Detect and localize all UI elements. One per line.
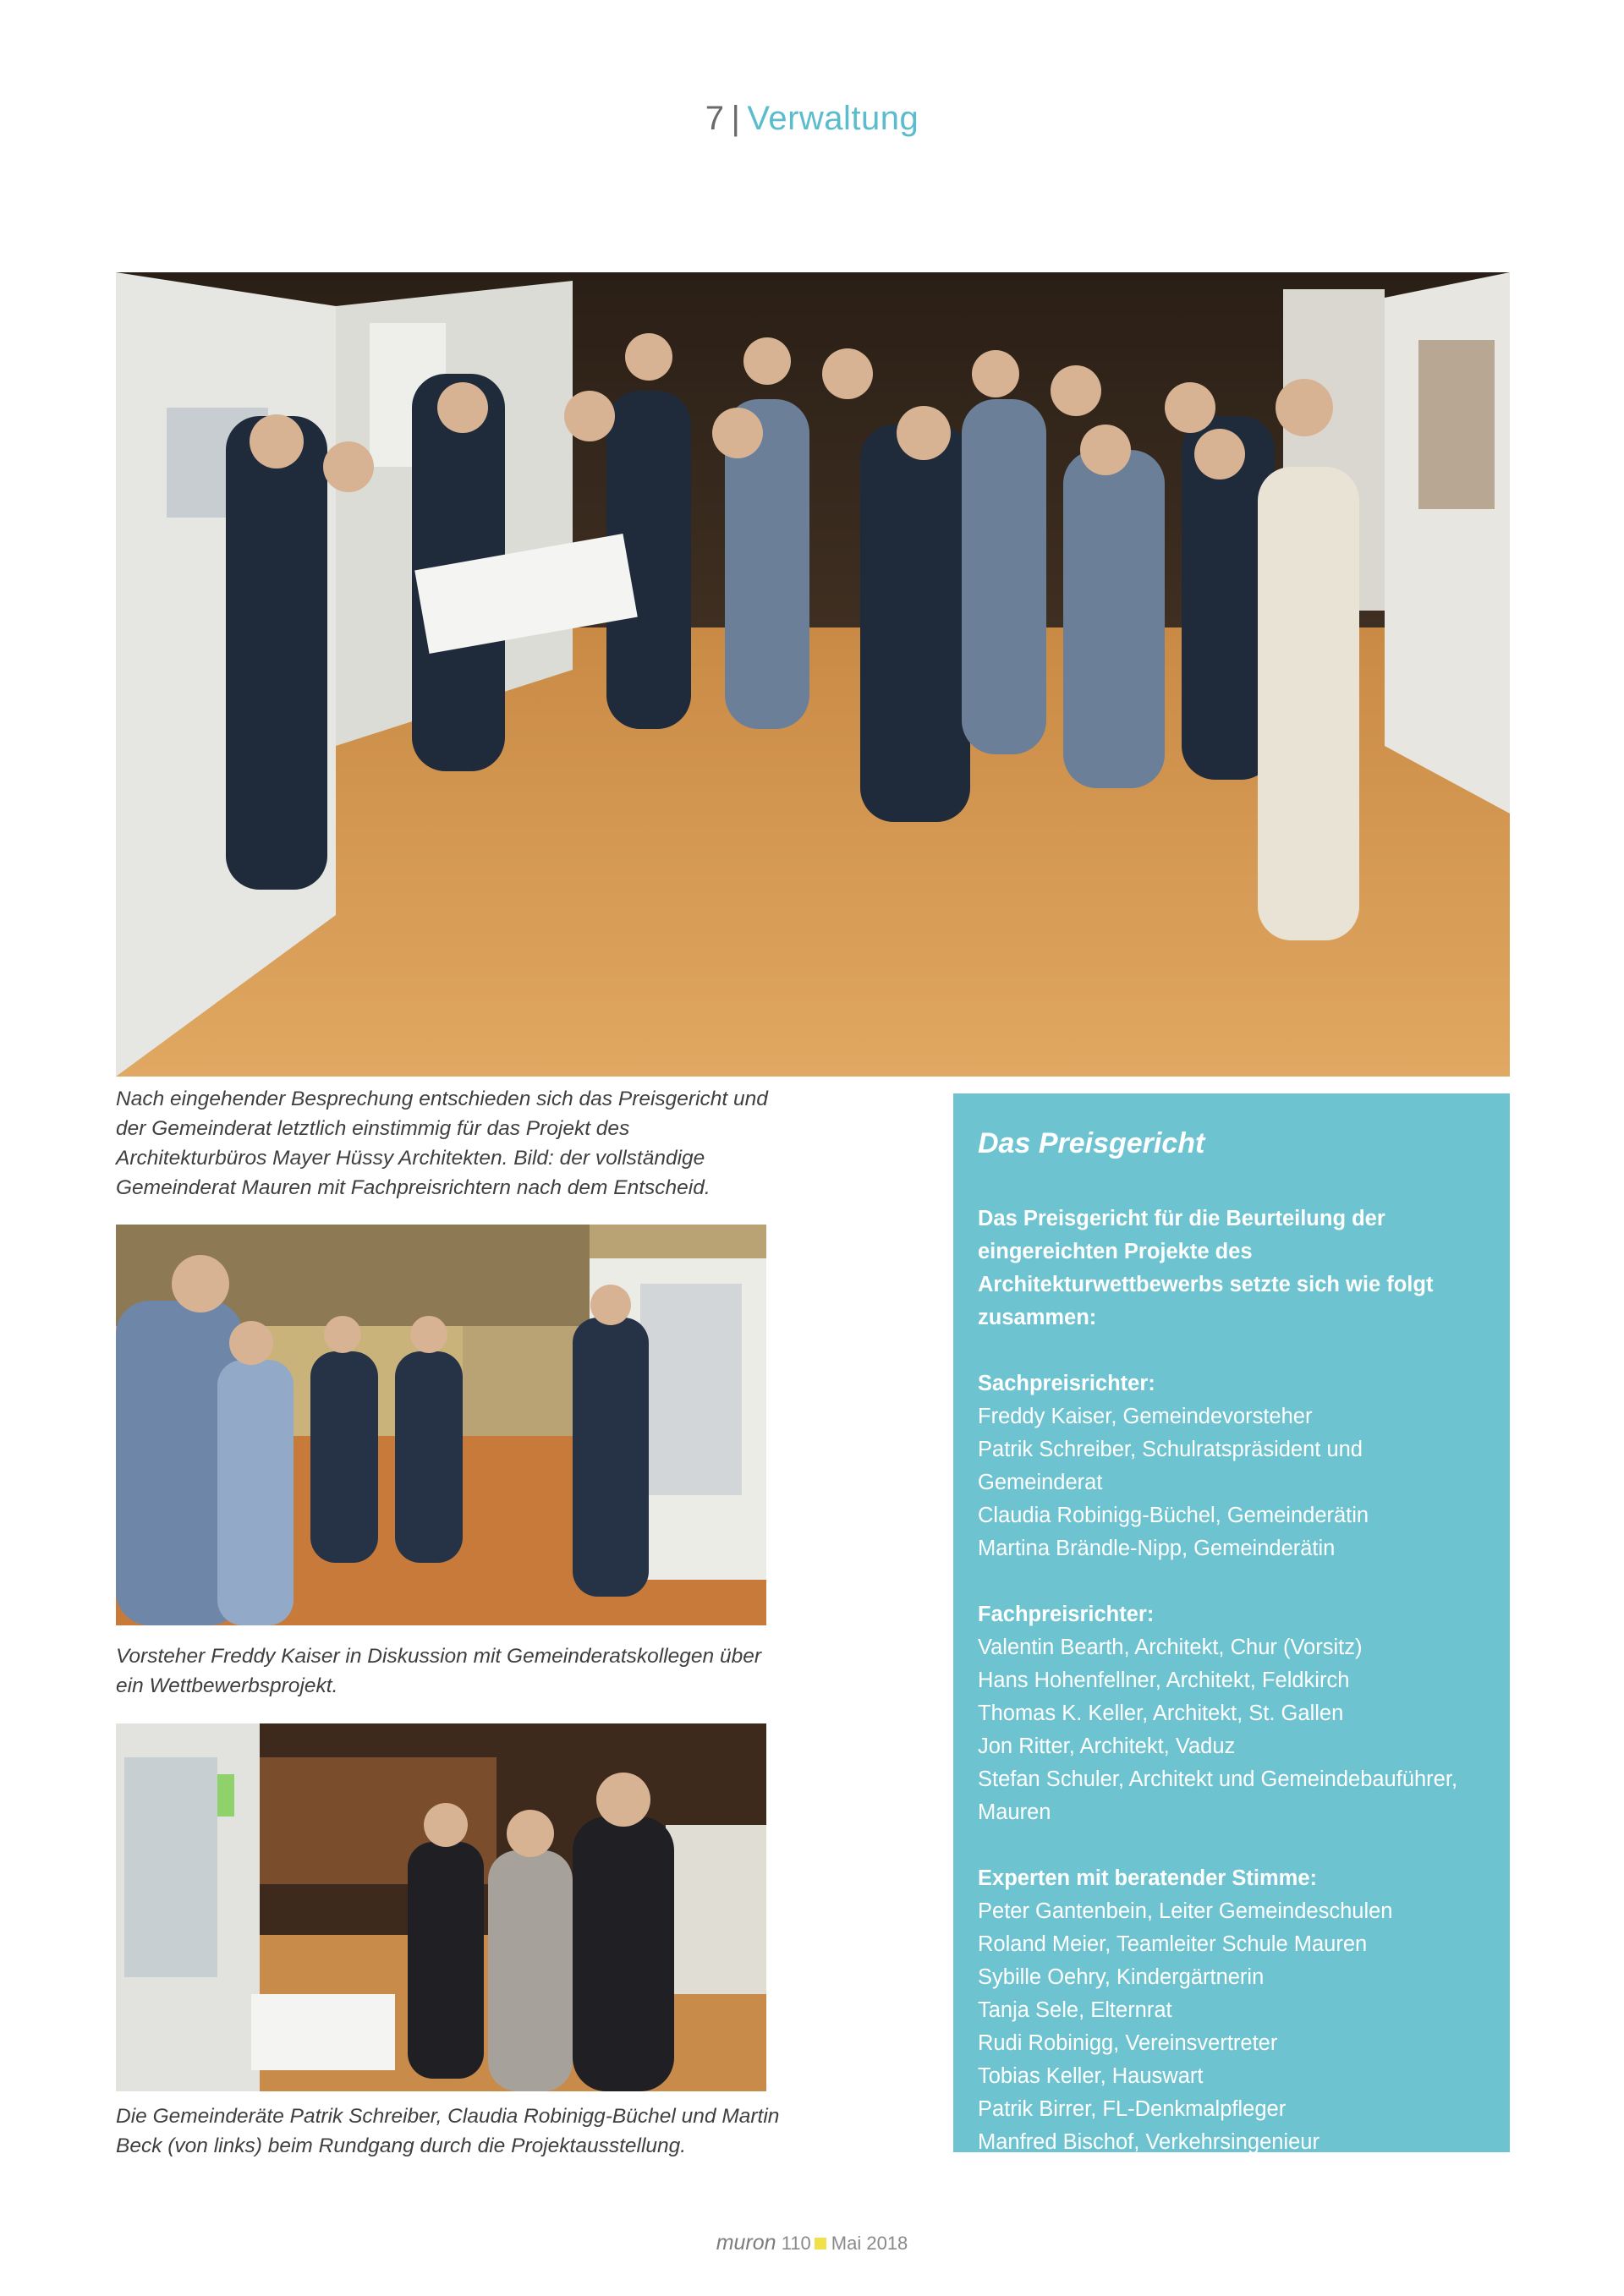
issue-number: 110 <box>781 2233 811 2254</box>
brand-name: muron <box>716 2231 776 2255</box>
list-item: Manfred Bischof, Verkehrsingenieur <box>978 2130 1320 2154</box>
group-title-experten: Experten mit beratender Stimme: <box>978 1866 1318 1890</box>
exhibition-photo-caption <box>116 2101 793 2161</box>
list-item: Patrik Birrer, FL-Denkmalpfleger <box>978 2097 1287 2121</box>
page-number: 7 <box>705 100 725 137</box>
group-photo <box>116 272 1510 1077</box>
member-list-sachpreisrichter <box>978 1400 1484 1565</box>
list-item: Thomas K. Keller, Architekt, St. Gallen <box>978 1701 1344 1725</box>
square-icon <box>815 2238 826 2249</box>
discussion-photo <box>116 1225 766 1625</box>
list-item: Rudi Robinigg, Vereinsvertreter <box>978 2031 1278 2055</box>
list-item: Tanja Sele, Elternrat <box>978 1998 1172 2022</box>
list-item: Martina Brändle-Nipp, Gemeinderätin <box>978 1537 1336 1560</box>
list-item: Freddy Kaiser, Gemeindevorsteher <box>978 1405 1313 1428</box>
main-photo-caption <box>116 1084 776 1203</box>
list-item: Peter Gantenbein, Leiter Gemeindeschulen <box>978 1899 1393 1923</box>
page-header <box>0 100 1624 138</box>
list-item: Patrik Schreiber, Schulratspräsident und Gemeinderat <box>978 1438 1363 1494</box>
list-item: Tobias Keller, Hauswart <box>978 2064 1204 2088</box>
jury-intro: Das Preisgericht für die Beurteilung der eingereichten Projekte des Architekturwettbewerbs setzte sich wie folgt zusammen: <box>978 1207 1434 1329</box>
list-item: Claudia Robinigg-Büchel, Gemeinderätin <box>978 1504 1369 1527</box>
header-separator: | <box>731 100 741 137</box>
member-list-experten <box>978 1895 1484 2159</box>
caption-text: Die Gemeinderäte Patrik Schreiber, Claudia Robinigg-Büchel und Martin Beck (von links) beim Rundgang durch die Projektausstellung. <box>116 2105 780 2157</box>
list-item: Jon Ritter, Architekt, Vaduz <box>978 1734 1236 1758</box>
section-title: Verwaltung <box>747 100 919 137</box>
list-item: Hans Hohenfellner, Architekt, Feldkirch <box>978 1669 1350 1692</box>
discussion-photo-caption <box>116 1641 776 1701</box>
jury-box <box>953 1093 1510 2152</box>
list-item: Sybille Oehry, Kindergärtnerin <box>978 1965 1265 1989</box>
list-item: Stefan Schuler, Architekt und Gemeindebauführer, Mauren <box>978 1767 1458 1824</box>
issue-date: Mai 2018 <box>831 2233 908 2254</box>
caption-text: Vorsteher Freddy Kaiser in Diskussion mit Gemeinderatskollegen über ein Wettbewerbsprojekt. <box>116 1645 762 1697</box>
member-list-fachpreisrichter <box>978 1631 1484 1829</box>
list-item: Roland Meier, Teamleiter Schule Mauren <box>978 1932 1368 1956</box>
group-title-sachpreisrichter: Sachpreisrichter: <box>978 1372 1155 1395</box>
jury-title: Das Preisgericht <box>978 1127 1205 1159</box>
group-title-fachpreisrichter: Fachpreisrichter: <box>978 1603 1155 1626</box>
page-footer <box>0 2231 1624 2255</box>
caption-text: Nach eingehender Besprechung entschieden sich das Preisgericht und der Gemeinderat letztlich einstimmig für das Projekt des Architekturbüros Mayer Hüssy Architekten. Bild: der vollständige Gemeinderat Mauren mit Fachpreisrichtern nach dem Entscheid. <box>116 1088 768 1199</box>
list-item: Valentin Bearth, Architekt, Chur (Vorsitz) <box>978 1636 1363 1659</box>
exhibition-photo <box>116 1723 766 2091</box>
